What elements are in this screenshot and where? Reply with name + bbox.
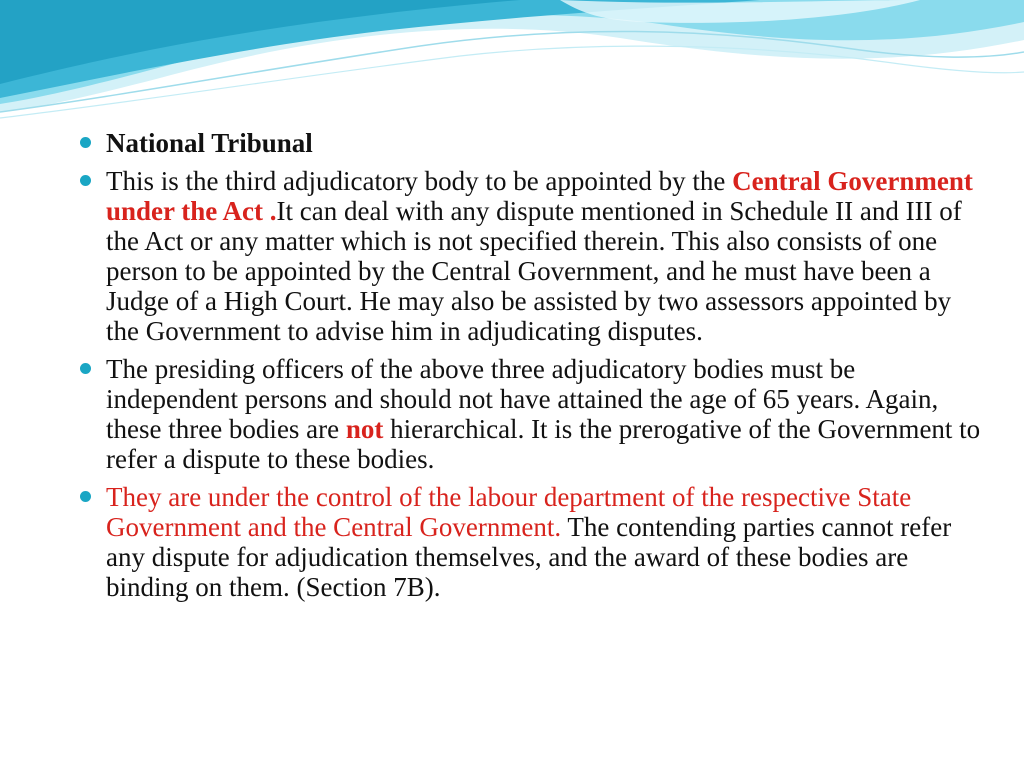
bullet-item-third-body [78, 166, 988, 346]
heading-national-tribunal: National Tribunal [106, 128, 313, 158]
bullet-dot-icon [80, 363, 91, 374]
bullet-item-labour-control [78, 482, 988, 602]
third-body-text-b: It can deal with any dispute mentioned in Schedule II and III of the Act or any matter which is not specified therein. This also consists of one person to be appointed by the Central Government, and he must have been a Judge of a High Court. He may also be assisted by two assessors appointed by the Government to advise him in adjudicating disputes. [106, 196, 962, 346]
bullet-dot-icon [80, 137, 91, 148]
header-wave-decoration [0, 0, 1024, 130]
presiding-text-a: The presiding officers of the above three adjudicatory bodies must be independent persons and should not have attained the age of 65 years. Again, these three bodies are [106, 354, 939, 444]
bullet-item-presiding-officers [78, 354, 988, 474]
presiding-highlight: not [345, 414, 384, 444]
labour-text-b: The contending parties cannot refer any dispute for adjudication themselves, and the award of these bodies are binding on them. (Section 7B). [106, 512, 952, 602]
bullet-list [78, 128, 988, 610]
third-body-highlight: Central Government under the Act . [106, 166, 973, 226]
bullet-dot-icon [80, 491, 91, 502]
labour-highlight: They are under the control of the labour department of the respective State Government and the Central Government. [106, 482, 912, 542]
third-body-text-a: This is the third adjudicatory body to be appointed by the [106, 166, 733, 196]
presiding-text-b: hierarchical. It is the prerogative of the Government to refer a dispute to these bodies. [106, 414, 981, 474]
bullet-item-national-tribunal [78, 128, 988, 158]
bullet-dot-icon [80, 175, 91, 186]
